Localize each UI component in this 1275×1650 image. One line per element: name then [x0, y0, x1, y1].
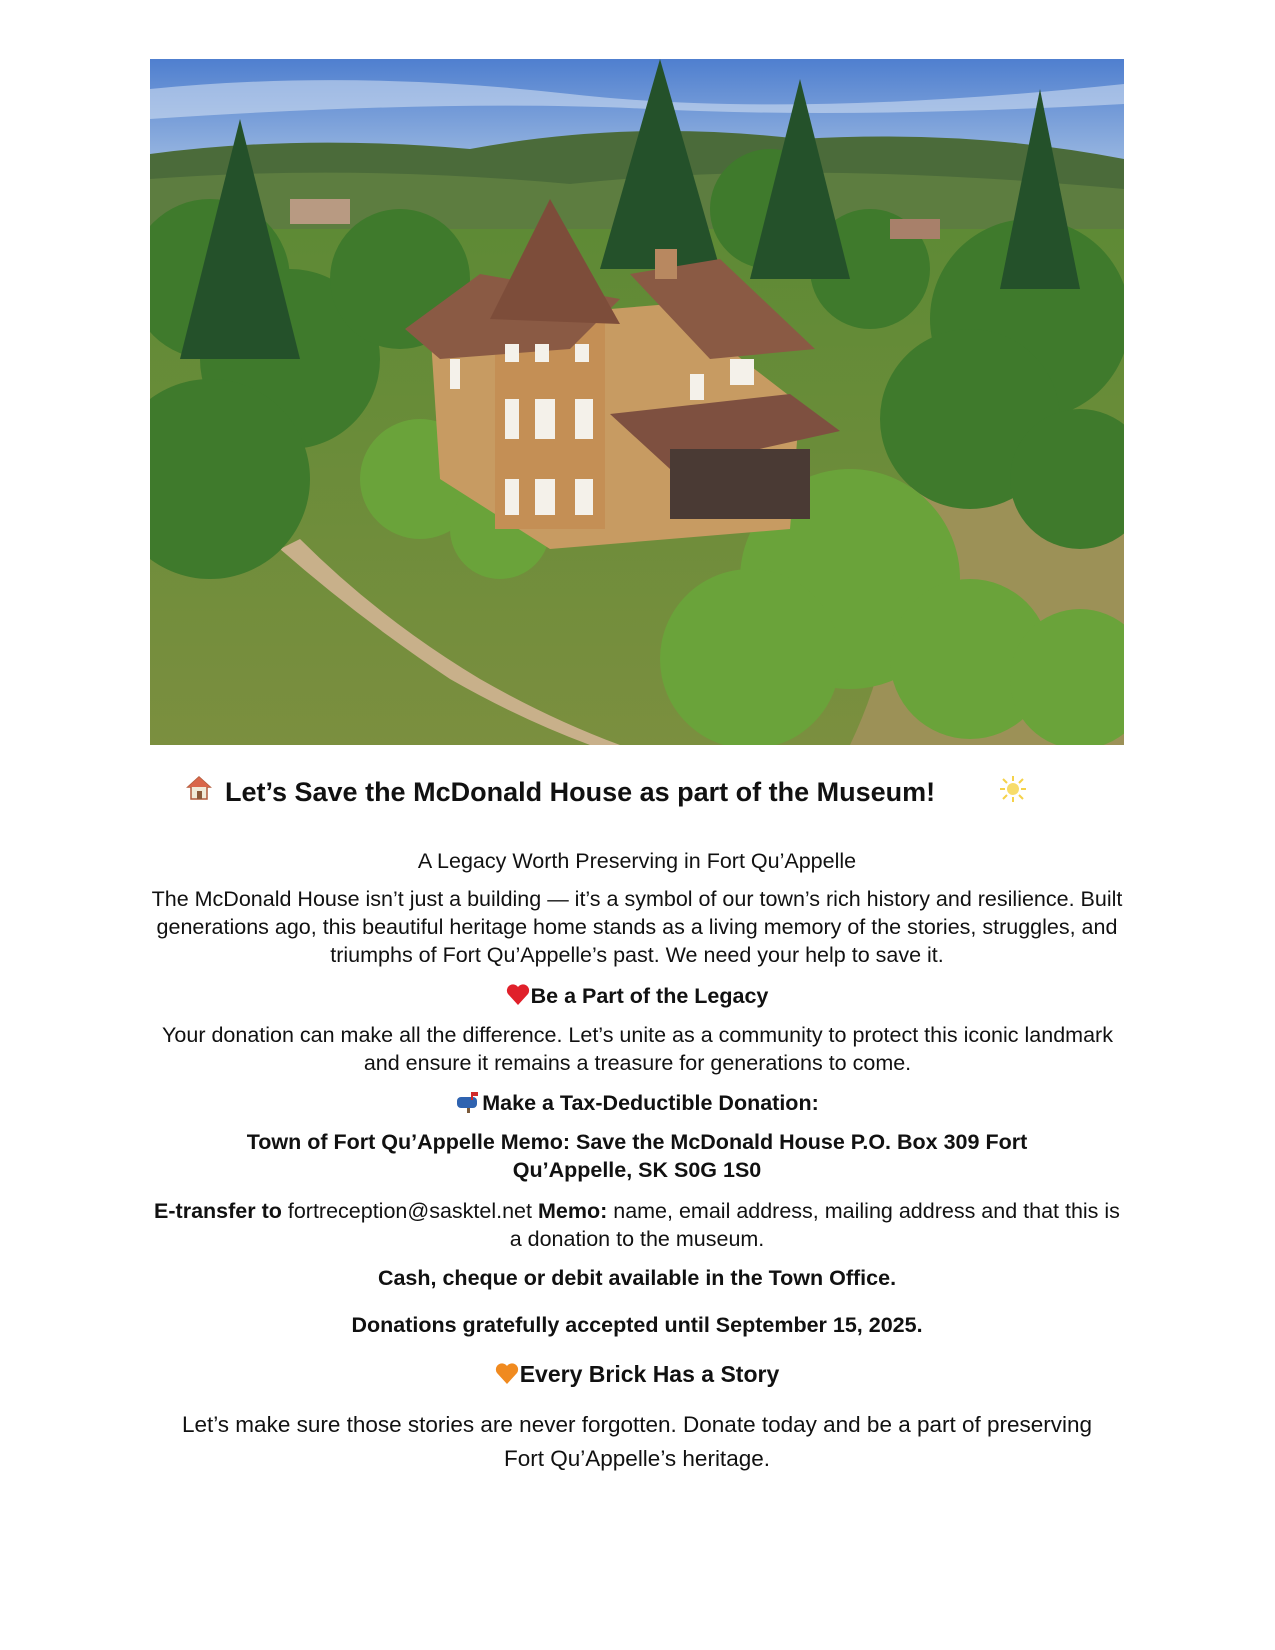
- story-paragraph: Let’s make sure those stories are never forgotten. Donate today and be a part of preserving Fort Qu’Appelle’s heritage.: [181, 1412, 1093, 1471]
- donation-heading: [150, 1089, 1124, 1120]
- intro-paragraph: The McDonald House isn’t just a building — it’s a symbol of our town’s rich history and resilience. Built generations ago, this beautiful heritage home stands as a living memory of the stories, struggles, and triumphs of Fort Qu’Appelle’s past. We need your help to save it.: [151, 887, 1123, 967]
- orange-heart-icon: [495, 1363, 519, 1391]
- mailbox-icon: [455, 1091, 481, 1120]
- cash-note: Cash, cheque or debit available in the Town Office.: [377, 1266, 897, 1290]
- subtitle: A Legacy Worth Preserving in Fort Qu’Appelle: [417, 849, 857, 873]
- headline-text: Let’s Save the McDonald House as part of the Museum!: [225, 777, 936, 807]
- story-heading: [150, 1360, 1124, 1391]
- legacy-paragraph: Your donation can make all the difference. Let’s unite as a community to protect this iconic landmark and ensure it remains a treasure for generations to come.: [162, 1023, 1113, 1075]
- mcdonald-house-photo: [150, 59, 1124, 745]
- legacy-heading: [150, 982, 1124, 1013]
- story-heading-text: Every Brick Has a Story: [519, 1361, 780, 1387]
- etransfer-label: E-transfer to: [154, 1199, 282, 1223]
- mail-address: Town of Fort Qu’Appelle Memo: Save the McDonald House P.O. Box 309 Fort Qu’Appelle, SK S0G 1S0: [246, 1130, 1028, 1182]
- memo-text: name, email address, mailing address and that this is a donation to the museum.: [509, 1199, 1120, 1251]
- legacy-heading-text: Be a Part of the Legacy: [530, 984, 769, 1008]
- red-heart-icon: [506, 984, 530, 1013]
- etransfer-line: [148, 1197, 1126, 1253]
- etransfer-email[interactable]: fortreception@sasktel.net: [287, 1199, 532, 1223]
- house-icon: [186, 775, 212, 808]
- deadline-note: Donations gratefully accepted until September 15, 2025.: [351, 1313, 923, 1337]
- donation-heading-text: Make a Tax-Deductible Donation:: [482, 1091, 819, 1115]
- sun-icon: [999, 775, 1027, 810]
- memo-label: Memo:: [537, 1199, 608, 1223]
